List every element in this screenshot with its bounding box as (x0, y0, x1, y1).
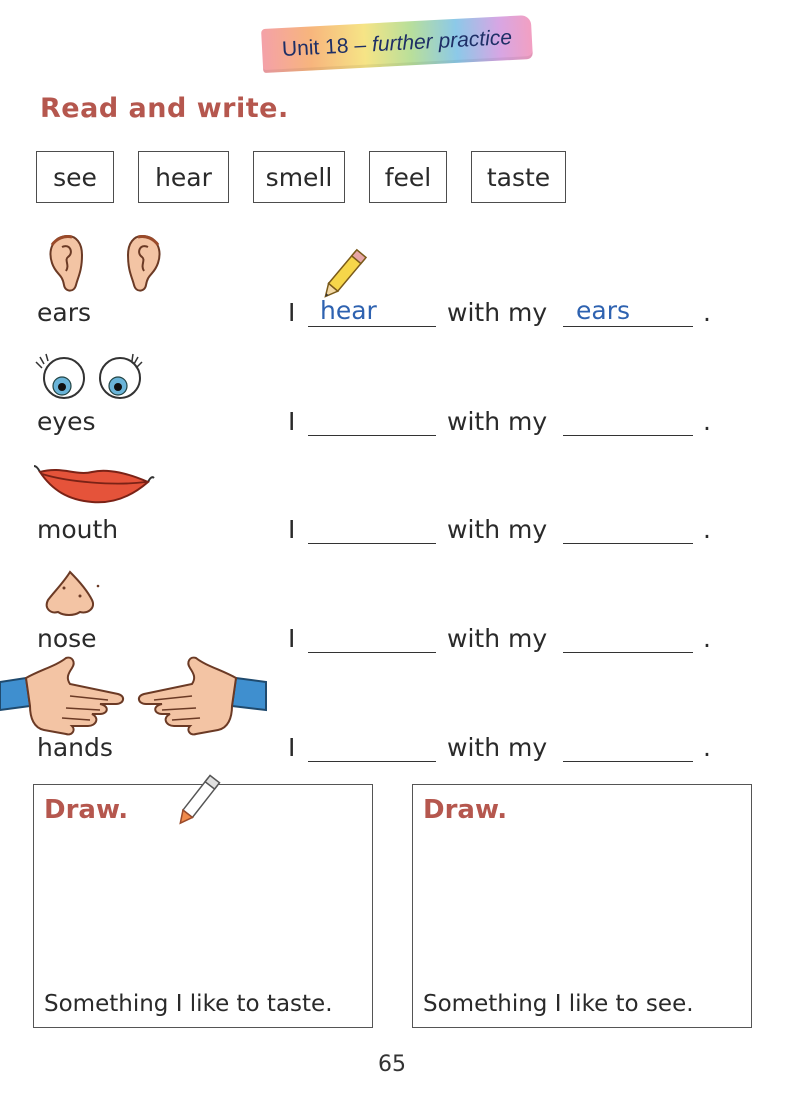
lips-icon (34, 462, 154, 508)
sentence-period: . (703, 515, 711, 544)
sentence-period: . (703, 407, 711, 436)
sentence-middle: with my (447, 407, 548, 436)
sentence-middle: with my (447, 298, 548, 327)
blank-verb[interactable] (308, 652, 436, 653)
word-box-see: see (36, 151, 114, 203)
draw-box-see[interactable] (412, 784, 752, 1028)
pencil-icon (170, 770, 230, 826)
hand-icon (0, 656, 130, 738)
draw-title: Draw. (44, 795, 129, 825)
hand-icon (132, 656, 266, 738)
blank-body-part[interactable] (563, 326, 693, 327)
row-label-eyes: eyes (37, 407, 96, 436)
sentence-period: . (703, 298, 711, 327)
sentence-period: . (703, 733, 711, 762)
sentence-pronoun: I (288, 407, 296, 436)
sentence-middle: with my (447, 624, 548, 653)
sentence-pronoun: I (288, 733, 296, 762)
ear-icon (44, 233, 86, 295)
nose-icon (44, 568, 104, 618)
unit-banner (261, 15, 533, 73)
blank-body-part[interactable] (563, 761, 693, 762)
row-label-ears: ears (37, 298, 92, 327)
row-label-hands: hands (37, 733, 113, 762)
blank-body-part[interactable] (563, 435, 693, 436)
row-label-nose: nose (37, 624, 97, 653)
pencil-icon (318, 246, 374, 298)
word-box-feel: feel (369, 151, 447, 203)
blank-verb[interactable] (308, 761, 436, 762)
blank-verb[interactable] (308, 326, 436, 327)
word-box-taste: taste (471, 151, 566, 203)
ear-icon (124, 233, 166, 295)
word-box-hear: hear (138, 151, 229, 203)
blank-verb[interactable] (308, 435, 436, 436)
answer-verb: hear (320, 296, 377, 325)
word-box-smell: smell (253, 151, 345, 203)
blank-body-part[interactable] (563, 652, 693, 653)
sentence-pronoun: I (288, 298, 296, 327)
sentence-middle: with my (447, 515, 548, 544)
sentence-middle: with my (447, 733, 548, 762)
answer-body-part: ears (576, 296, 631, 325)
banner-dash: – (353, 33, 367, 58)
row-label-mouth: mouth (37, 515, 119, 544)
blank-body-part[interactable] (563, 543, 693, 544)
draw-title: Draw. (423, 795, 508, 825)
sentence-pronoun: I (288, 624, 296, 653)
blank-verb[interactable] (308, 543, 436, 544)
sentence-period: . (703, 624, 711, 653)
draw-caption: Something I like to taste. (44, 991, 333, 1017)
page-number: 65 (378, 1052, 406, 1077)
eye-icon (32, 354, 152, 404)
section-heading: Read and write. (40, 93, 289, 124)
sentence-pronoun: I (288, 515, 296, 544)
banner-subtitle: further practice (371, 25, 513, 57)
banner-unit: Unit 18 (281, 34, 350, 62)
draw-caption: Something I like to see. (423, 991, 694, 1017)
banner-text (261, 15, 533, 73)
